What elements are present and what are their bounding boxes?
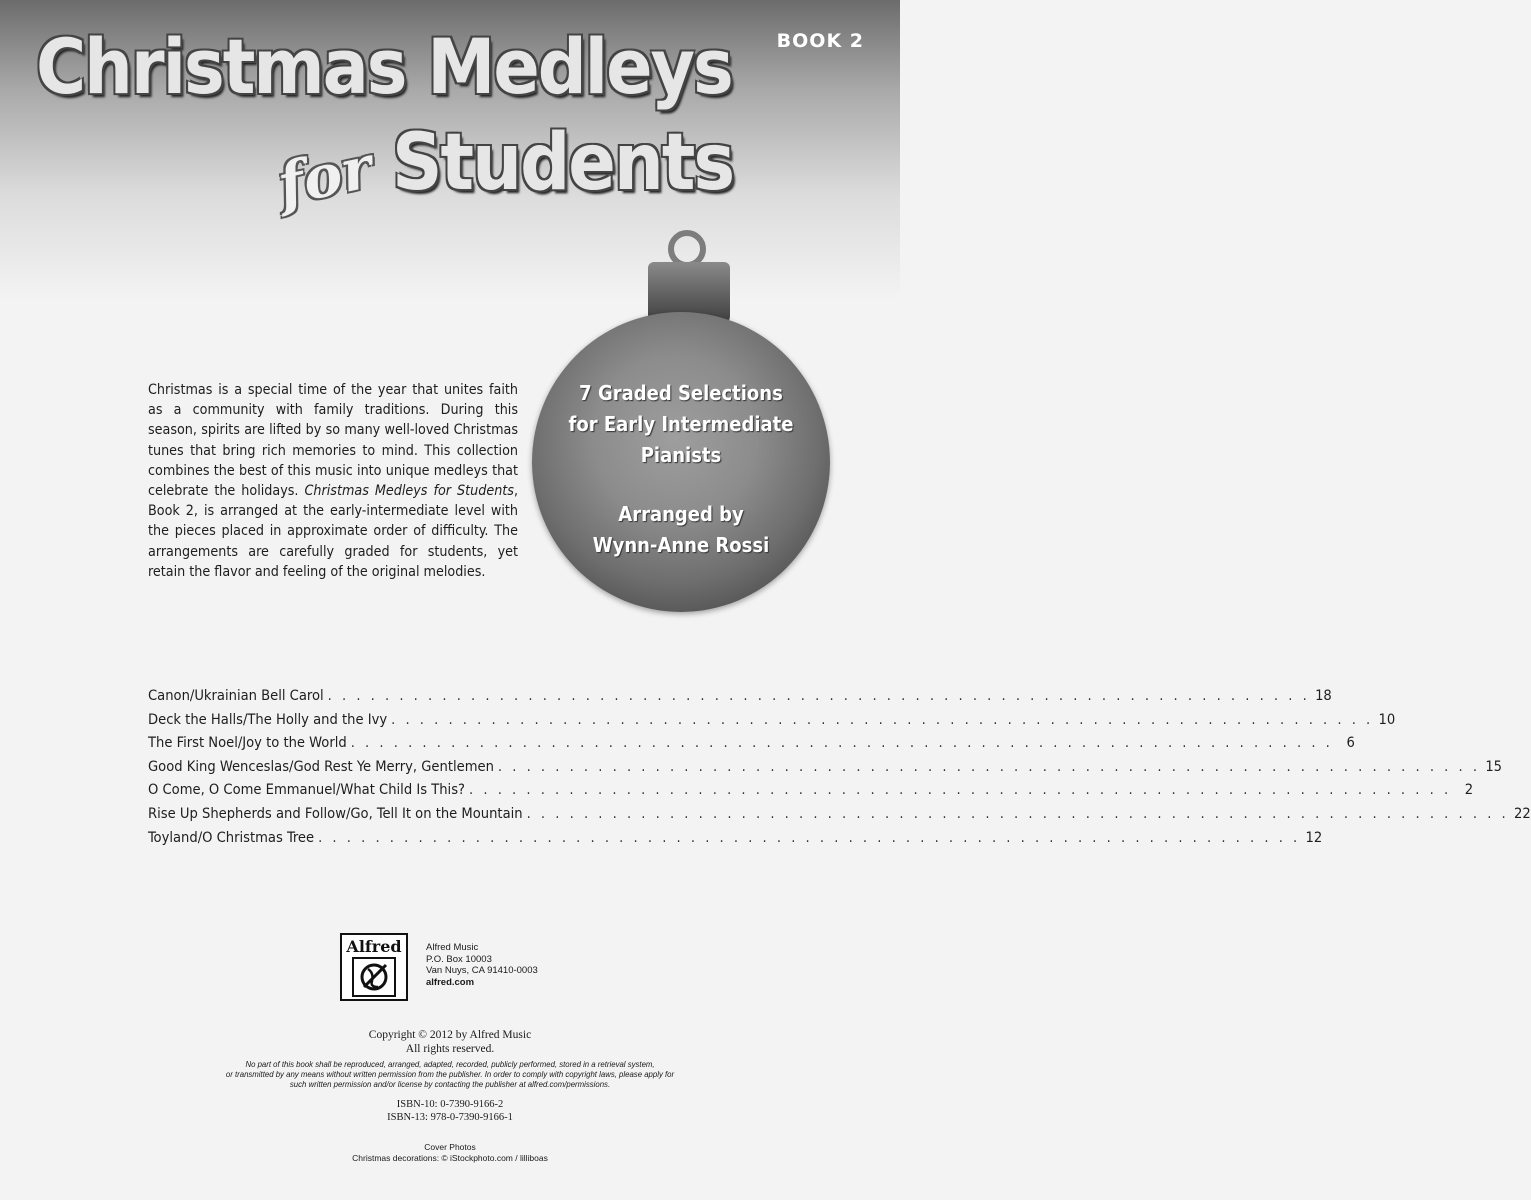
toc-entry-page: 15 — [1485, 757, 1503, 775]
toc-entry-title: The First Noel/Joy to the World — [148, 734, 347, 752]
toc-entry-title: O Come, O Come Emmanuel/What Child Is This? — [148, 781, 466, 799]
toc-entry — [148, 828, 1323, 853]
toc-leader-dots: . . . . . . . . . . . . . . . . . . . . . . . . . . . . . . . . . . . . . . . . . . . . . . . . . . . . . . . . . . . . . . . . . . . . . — [327, 687, 1310, 704]
copyright-notice — [0, 1028, 900, 1056]
legal-line: No part of this book shall be reproduced, arranged, adapted, recorded, publicly performed, stored in a retrieval system, — [245, 1060, 655, 1069]
level-line: for Early Intermediate — [568, 412, 794, 436]
isbn-10: ISBN-10: 0-7390-9166-2 — [396, 1099, 504, 1110]
rights-reserved-line: All rights reserved. — [405, 1043, 495, 1055]
toc-entry-page: 22 — [1514, 804, 1531, 822]
book-number-label: BOOK 2 — [776, 30, 864, 52]
toc-leader-dots: . . . . . . . . . . . . . . . . . . . . . . . . . . . . . . . . . . . . . . . . . . . . . . . . . . . . . . . . . . . . . . . . . . . . . — [497, 757, 1481, 775]
intro-book-title: Christmas Medleys for Students — [304, 483, 514, 500]
arranged-by-label: Arranged by — [618, 502, 744, 526]
toc-entry-page: 18 — [1315, 687, 1332, 704]
toc-entry — [148, 757, 1503, 782]
toc-entry-title: Toyland/O Christmas Tree — [148, 828, 315, 846]
arranger-name: Wynn-Anne Rossi — [592, 533, 770, 557]
toc-leader-dots: . . . . . . . . . . . . . . . . . . . . . . . . . . . . . . . . . . . . . . . . . . . . . . . . . . . . . . . . . . . . . . . . . . . . . — [526, 804, 1509, 822]
legal-notice — [140, 1060, 760, 1090]
alfred-logo-emblem-icon — [352, 957, 396, 997]
intro-text-part2: , Book 2, is arranged at the early-intermediate level with the pieces placed in approximate order of difficulty. The arrangements are carefully graded for students, yet retain the flavor and feeling of the original melodies. — [148, 483, 518, 580]
alfred-logo-wordmark: Alfred — [346, 937, 402, 956]
copyright-line: Copyright © 2012 by Alfred Music — [368, 1029, 532, 1041]
legal-line: such written permission and/or license by contacting the publisher at alfred.com/permissions. — [289, 1080, 611, 1089]
isbn-block — [0, 1098, 900, 1124]
toc-entry-title: Deck the Halls/The Holly and the Ivy — [148, 710, 388, 728]
toc-leader-dots: . . . . . . . . . . . . . . . . . . . . . . . . . . . . . . . . . . . . . . . . . . . . . . . . . . . . . . . . . . . . . . . . . . . . . — [318, 828, 1301, 846]
toc-entry-page: 10 — [1378, 710, 1396, 728]
toc-entry — [148, 710, 1396, 735]
credits-line: Christmas decorations: © iStockphoto.com / lilliboas — [352, 1153, 548, 1163]
title-christmas-medleys: Christmas Medleys — [36, 22, 732, 111]
alfred-logo — [340, 933, 408, 1001]
toc-entry-title: Canon/Ukrainian Bell Carol — [148, 687, 324, 704]
photo-credits — [0, 1142, 900, 1164]
title-for: for — [271, 132, 379, 220]
graded-selections-line: 7 Graded Selections — [579, 381, 783, 405]
toc-entry — [148, 781, 1474, 805]
table-of-contents — [148, 687, 1531, 852]
publisher-address — [426, 942, 538, 988]
publisher-po-box: P.O. Box 10003 — [426, 953, 492, 965]
credits-heading: Cover Photos — [424, 1142, 476, 1152]
title-students: Students — [392, 118, 734, 208]
toc-entry-page: 12 — [1305, 828, 1323, 846]
toc-entry-title: Rise Up Shepherds and Follow/Go, Tell It on the Mountain — [148, 804, 523, 822]
ornament-caption — [532, 378, 830, 561]
toc-entry-page: 6 — [1346, 734, 1355, 752]
publisher-city: Van Nuys, CA 91410-0003 — [426, 965, 538, 976]
intro-text-part1: Christmas is a special time of the year that unites faith as a community with family traditions. During this season, spirits are lifted by so many well-loved Christmas tunes that bring rich memories to mind. This collection combines the best of this music into unique medleys that celebrate the holidays. — [148, 382, 518, 500]
isbn-13: ISBN-13: 978-0-7390-9166-1 — [387, 1112, 513, 1123]
toc-leader-dots: . . . . . . . . . . . . . . . . . . . . . . . . . . . . . . . . . . . . . . . . . . . . . . . . . . . . . . . . . . . . . . . . . . . . . — [469, 781, 1452, 799]
publisher-website: alfred.com — [426, 976, 475, 988]
toc-leader-dots: . . . . . . . . . . . . . . . . . . . . . . . . . . . . . . . . . . . . . . . . . . . . . . . . . . . . . . . . . . . . . . . . . . . . . — [350, 734, 1333, 752]
toc-entry — [148, 804, 1531, 829]
toc-entry-page: 2 — [1464, 781, 1474, 799]
toc-entry-title: Good King Wenceslas/God Rest Ye Merry, Gentlemen — [148, 757, 494, 775]
publisher-name: Alfred Music — [426, 942, 479, 953]
legal-line: or transmitted by any means without written permission from the publisher. In order to comply with copyright laws, please apply for — [225, 1070, 675, 1079]
toc-entry — [148, 734, 1355, 758]
toc-entry — [148, 687, 1332, 711]
intro-paragraph — [148, 380, 518, 582]
toc-leader-dots: . . . . . . . . . . . . . . . . . . . . . . . . . . . . . . . . . . . . . . . . . . . . . . . . . . . . . . . . . . . . . . . . . . . . . — [391, 710, 1374, 728]
pianists-line: Pianists — [640, 443, 722, 467]
